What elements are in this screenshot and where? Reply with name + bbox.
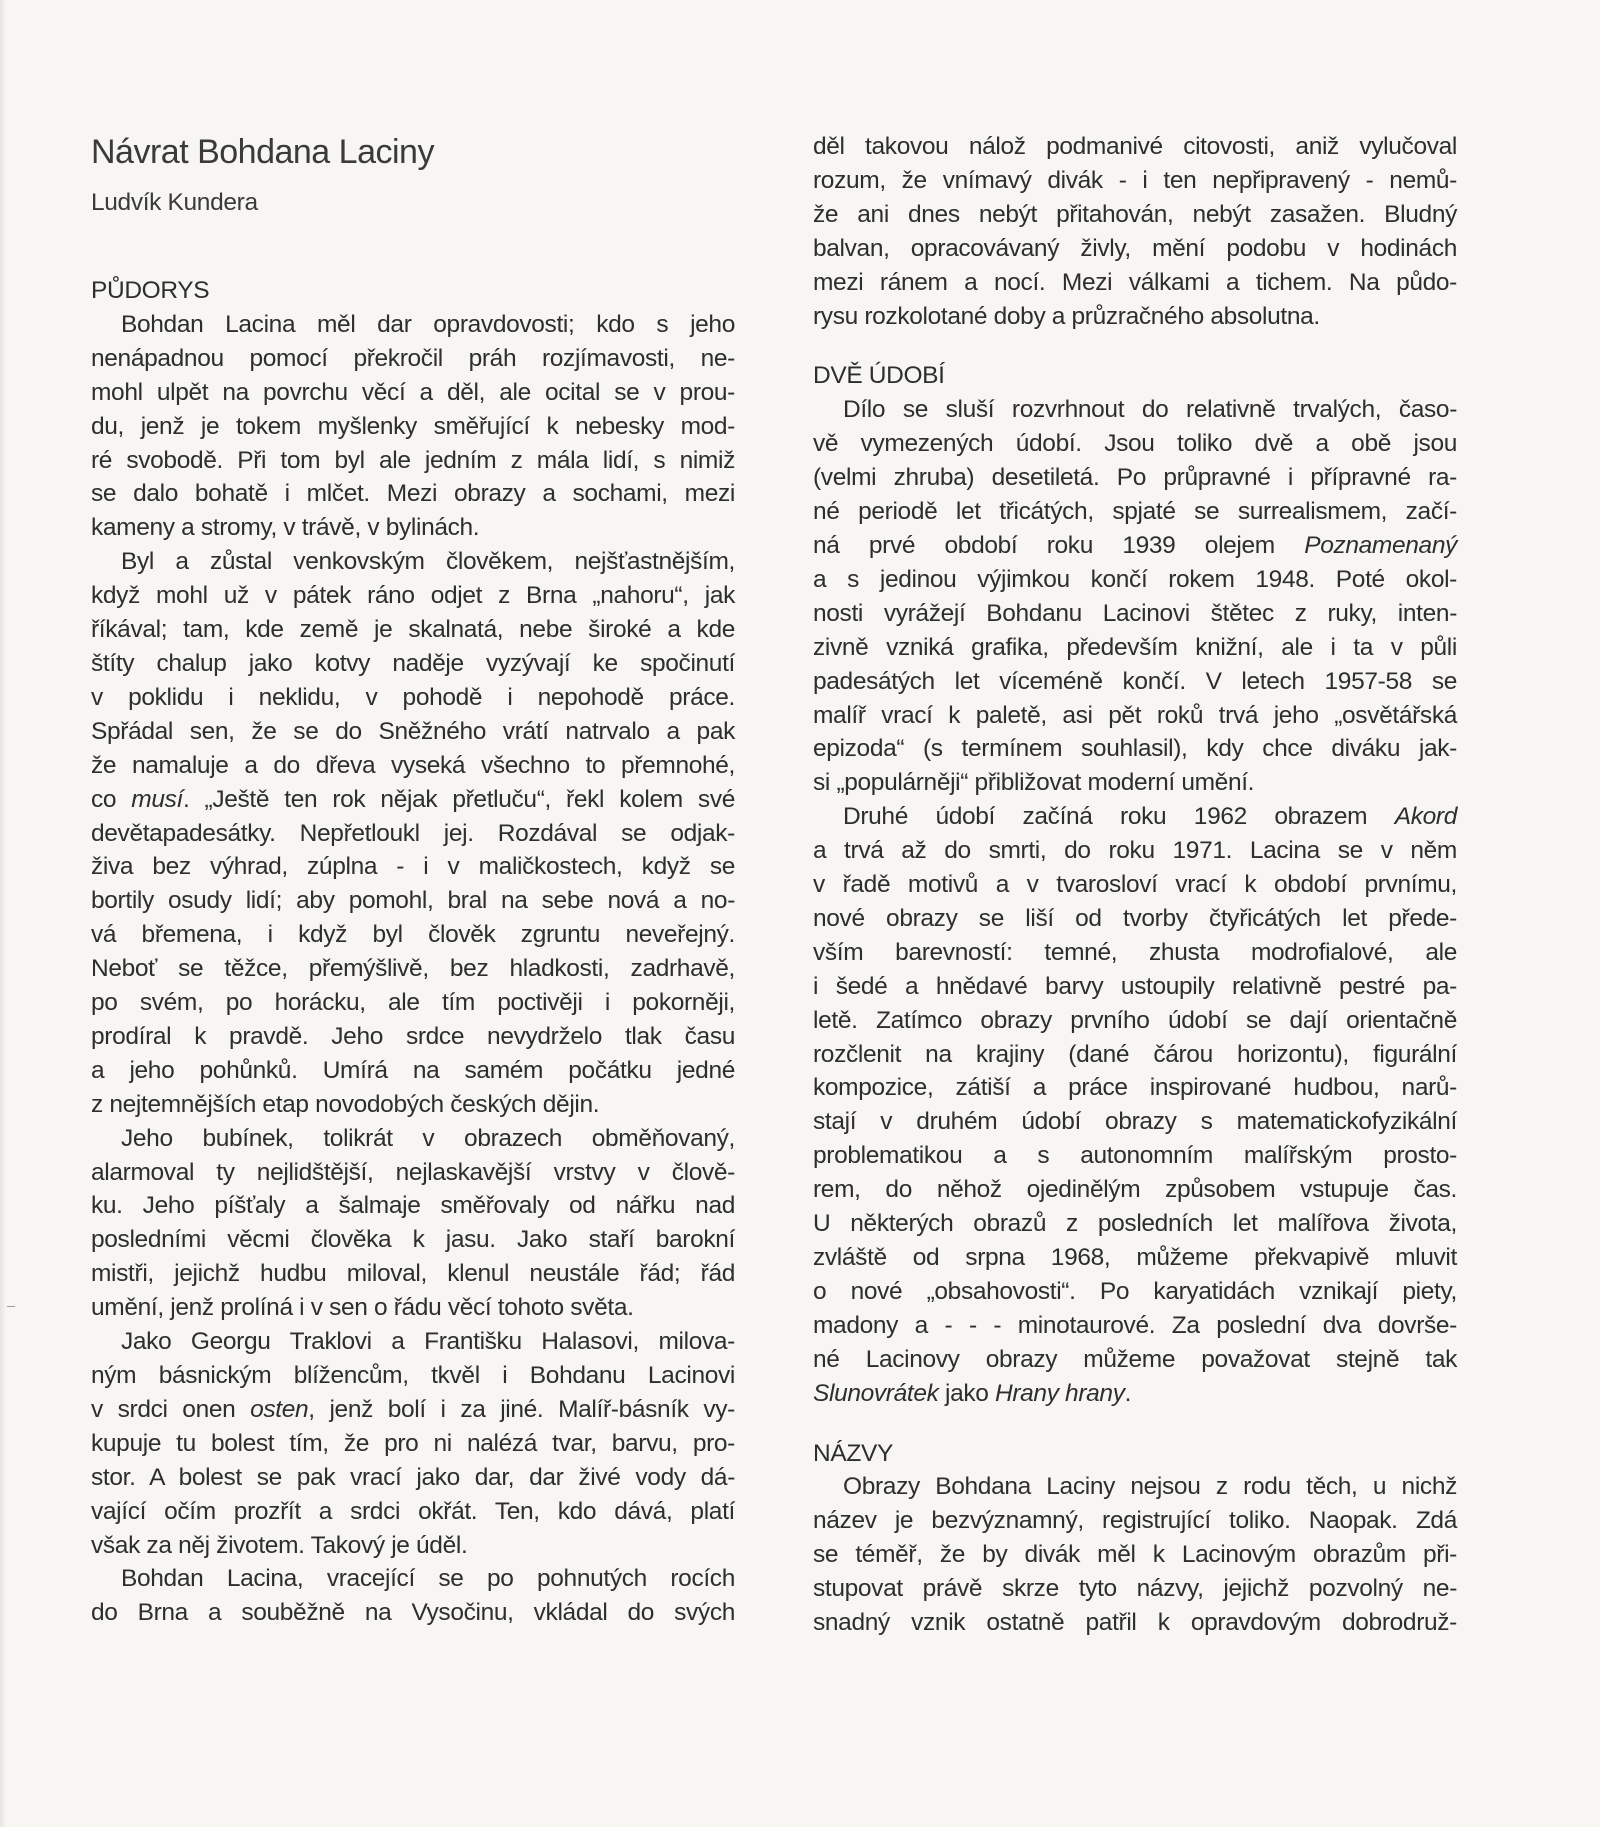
text-line: živa bez výhrad, zúplna - i v maličkostech, když se <box>91 853 735 881</box>
text-line: umění, jenž prolíná i v sen o řádu věcí tohoto světa. <box>91 1294 634 1322</box>
text-line: rem, do něhož ojedinělým způsobem vstupuje čas. <box>813 1176 1457 1204</box>
italic-term: osten <box>250 1395 309 1423</box>
text-line: né periodě let třicátých, spjaté se surrealismem, začí- <box>813 498 1457 526</box>
right-column <box>813 130 1457 1640</box>
text-line: název je bezvýznamný, registrující toliko. Naopak. Zdá <box>813 1507 1457 1535</box>
text-line: posledními věcmi člověka k jasu. Jako staří barokní <box>91 1226 735 1254</box>
text-line: mohl ulpět na povrchu věcí a děl, ale ocital se v prou- <box>91 378 735 406</box>
text-run: ná prvé období roku 1939 olejem <box>813 531 1305 559</box>
paragraph <box>813 800 1457 1410</box>
text-line: bortily osudy lidí; aby pomohl, bral na sebe nová a no- <box>91 887 735 915</box>
text-line: epizoda“ (s termínem souhlasil), kdy chce diváku jak- <box>813 735 1457 763</box>
article-author: Ludvík Kundera <box>91 189 258 216</box>
text-line: kompozice, zátiší a práce inspirované hudbou, narů- <box>813 1074 1457 1102</box>
text-line: stupovat právě skrze tyto názvy, jejichž pozvolný ne- <box>813 1575 1457 1603</box>
paragraph <box>91 1122 735 1325</box>
text-line: do Brna a souběžně na Vysočinu, vkládal do svých <box>91 1599 735 1627</box>
text-line: malíř vrací k paletě, asi pět roků trvá jeho „osvětářská <box>813 701 1457 729</box>
text-line: vající očím prozřít a srdci okřát. Ten, kdo dává, platí <box>91 1497 735 1525</box>
paragraph <box>91 1562 735 1630</box>
text-line: o nové „obsahovosti“. Po karyatidách vznikají piety, <box>813 1277 1457 1305</box>
text-line: Byl a zůstal venkovským člověkem, nejšťastnějším, <box>121 548 735 576</box>
text-line: madony a - - - minotaurové. Za poslední dva dovrše- <box>813 1311 1457 1339</box>
italic-term: musí <box>131 785 183 813</box>
text-line: Jako Georgu Traklovi a Františku Halasovi, milova- <box>121 1328 735 1356</box>
text-line: ným básnickým blížencům, tkvěl i Bohdanu Lacinovi <box>91 1362 735 1389</box>
text-line: a jeho pohůnků. Umírá na samém počátku jedné <box>91 1056 735 1084</box>
text-line: Bohdan Lacina, vracející se po pohnutých rocích <box>121 1565 735 1593</box>
text-line-with-italic <box>91 783 735 817</box>
text-line: problematikou a s autonomním malířským prosto- <box>813 1142 1457 1170</box>
left-column <box>91 132 735 1630</box>
text-line: štíty chalup jako kotvy naděje vyzývají ke spočinutí <box>91 649 735 677</box>
paragraph <box>91 545 735 1121</box>
text-line: vá břemena, i když byl člověk zgruntu neveřejný. <box>91 921 735 949</box>
text-line: rysu rozkolotané doby a průzračného absolutna. <box>813 302 1320 330</box>
text-line: balvan, opracovávaný živly, mění podobu v hodinách <box>813 234 1457 262</box>
italic-artwork-title: Akord <box>1394 803 1457 831</box>
text-line: se téměř, že by divák měl k Lacinovým obrazům při- <box>813 1541 1457 1569</box>
margin-mark <box>7 1306 15 1307</box>
text-line: a trvá až do smrti, do roku 1971. Lacina se v něm <box>813 837 1457 865</box>
text-run: jako <box>938 1379 995 1407</box>
text-line: Bohdan Lacina měl dar opravdovosti; kdo s jeho <box>121 310 735 338</box>
text-line: po svém, po horácku, ale tím poctivěji i pokorněji, <box>91 989 735 1017</box>
text-line: (velmi zhruba) desetiletá. Po průpravné i přípravné ra- <box>813 464 1457 492</box>
text-line: říkával; tam, kde země je skalnatá, nebe široké a kde <box>91 616 735 644</box>
text-line: letě. Zatímco obrazy prvního údobí se dají orientačně <box>813 1006 1457 1034</box>
text-run: . „Ještě ten rok nějak přetluču“, řekl kolem své <box>182 785 735 813</box>
paragraph <box>91 1325 735 1562</box>
text-line: stor. A bolest se pak vrací jako dar, dar živé vody dá- <box>91 1463 735 1491</box>
text-line: prodíral k pravdě. Jeho srdce nevydrželo tlak času <box>91 1022 735 1050</box>
text-line: nové obrazy se liší od tvorby čtyřicátých let přede- <box>813 904 1457 932</box>
text-line: né Lacinovy obrazy můžeme považovat stejně tak <box>813 1345 1457 1373</box>
text-line: rozčlenit na krajiny (dané čárou horizontu), figurální <box>813 1040 1457 1068</box>
text-line: z nejtemnějších etap novodobých českých dějin. <box>91 1090 600 1118</box>
paragraph <box>813 393 1457 800</box>
article-title: Návrat Bohdana Laciny <box>91 133 434 171</box>
text-run: v srdci onen <box>91 1395 251 1423</box>
text-run: Druhé údobí začíná roku 1962 obrazem <box>843 803 1395 831</box>
text-line: alarmoval ty nejlidštější, nejlaskavější vrstvy v člově- <box>91 1158 735 1186</box>
text-line-with-italic <box>813 1377 1457 1411</box>
text-line: děl takovou nálož podmanivé citovosti, aniž vylučoval <box>813 133 1457 160</box>
text-line: devětapadesátky. Nepřetloukl jej. Rozdával se odjak- <box>91 819 735 847</box>
text-line: kameny a stromy, v trávě, v bylinách. <box>91 514 480 542</box>
text-line: se dalo bohatě i mlčet. Mezi obrazy a sochami, mezi <box>91 480 735 508</box>
text-line: padesátých let víceméně končí. V letech 1957-58 se <box>813 667 1457 695</box>
text-run: , jenž bolí i za jiné. Malíř-básník vy- <box>308 1395 735 1423</box>
italic-artwork-title: Slunovrátek <box>813 1379 939 1407</box>
text-line-with-italic <box>813 800 1457 834</box>
text-line: Jeho bubínek, tolikrát v obrazech obměňovaný, <box>121 1124 735 1152</box>
text-line: ré svobodě. Při tom byl ale jedním z mála lidí, s nimiž <box>91 446 735 474</box>
paragraph-continuation <box>813 130 1457 333</box>
section-heading-dve-udobi: DVĚ ÚDOBÍ <box>813 362 945 390</box>
text-line-with-italic <box>813 529 1457 563</box>
text-line: zivně vzniká grafika, především knižní, ale i ta v půli <box>813 633 1457 661</box>
text-line: si „populárněji“ přibližovat moderní umění. <box>813 769 1255 797</box>
italic-artwork-title: Poznamenaný <box>1304 531 1457 559</box>
text-line: že ani dnes nebýt přitahován, nebýt zasažen. Bludný <box>813 200 1457 228</box>
italic-artwork-title: Hrany hrany <box>995 1379 1125 1407</box>
section-heading-pudorys: PŮDORYS <box>91 277 210 304</box>
text-line: kupuje tu bolest tím, že pro ni nalézá tvar, barvu, pro- <box>91 1429 735 1457</box>
text-line: rozum, že vnímavý divák - i ten nepřipravený - nemů- <box>813 166 1457 194</box>
text-line: i šedé a hnědavé barvy ustoupily relativně pestré pa- <box>813 972 1457 1000</box>
text-line: v poklidu i neklidu, v pohodě i nepohodě práce. <box>91 683 735 711</box>
text-line: ku. Jeho píšťaly a šalmaje směřovaly od nářku nad <box>91 1192 735 1220</box>
text-line: však za něj životem. Takový je úděl. <box>91 1531 468 1559</box>
text-line: du, jenž je tokem myšlenky směřující k nebesky mod- <box>91 412 735 440</box>
text-line: vším barevností: temné, zhusta modrofialové, ale <box>813 938 1457 966</box>
text-line: když mohl už v pátek ráno odjet z Brna „nahoru“, jak <box>91 582 735 610</box>
text-run: . <box>1124 1379 1132 1407</box>
text-line: Obrazy Bohdana Laciny nejsou z rodu těch, u nichž <box>843 1473 1457 1501</box>
text-line: snadný vznik ostatně patřil k opravdovým dobrodruž- <box>813 1609 1457 1637</box>
text-line: Dílo se sluší rozvrhnout do relativně trvalých, časo- <box>843 396 1457 424</box>
text-line: U některých obrazů z posledních let malířova života, <box>813 1210 1457 1238</box>
text-line: v řadě motivů a v tvarosloví vrací k období prvnímu, <box>813 871 1457 899</box>
text-line-with-italic <box>91 1393 735 1427</box>
text-line: že namaluje a do dřeva vyseká všechno to přemnohé, <box>91 751 735 779</box>
text-line: vě vymezených údobí. Jsou toliko dvě a obě jsou <box>813 430 1457 458</box>
text-line: Neboť se těžce, přemýšlivě, bez hladkosti, zadrhavě, <box>91 955 735 983</box>
text-line: mezi ránem a nocí. Mezi válkami a tichem. Na půdo- <box>813 268 1457 296</box>
text-run: co <box>91 785 132 813</box>
paragraph <box>813 1470 1457 1640</box>
section-heading-nazvy: NÁZVY <box>813 1439 893 1467</box>
page-binding-shadow <box>0 0 6 1827</box>
text-line: stají v druhém údobí obrazy s matematickofyzikální <box>813 1108 1457 1136</box>
text-line: mistři, jejichž hudbu miloval, klenul neustále řád; řád <box>91 1260 735 1288</box>
text-line: a s jedinou výjimkou končí rokem 1948. Poté okol- <box>813 565 1457 593</box>
text-line: Spřádal sen, že se do Sněžného vrátí natrvalo a pak <box>91 717 735 745</box>
text-line: nosti vyrážejí Bohdanu Lacinovi štětec z ruky, inten- <box>813 599 1457 627</box>
text-line: zvláště od srpna 1968, můžeme překvapivě mluvit <box>813 1244 1457 1271</box>
text-line: nenápadnou pomocí překročil práh rozjímavosti, ne- <box>91 344 735 372</box>
paragraph <box>91 308 735 545</box>
